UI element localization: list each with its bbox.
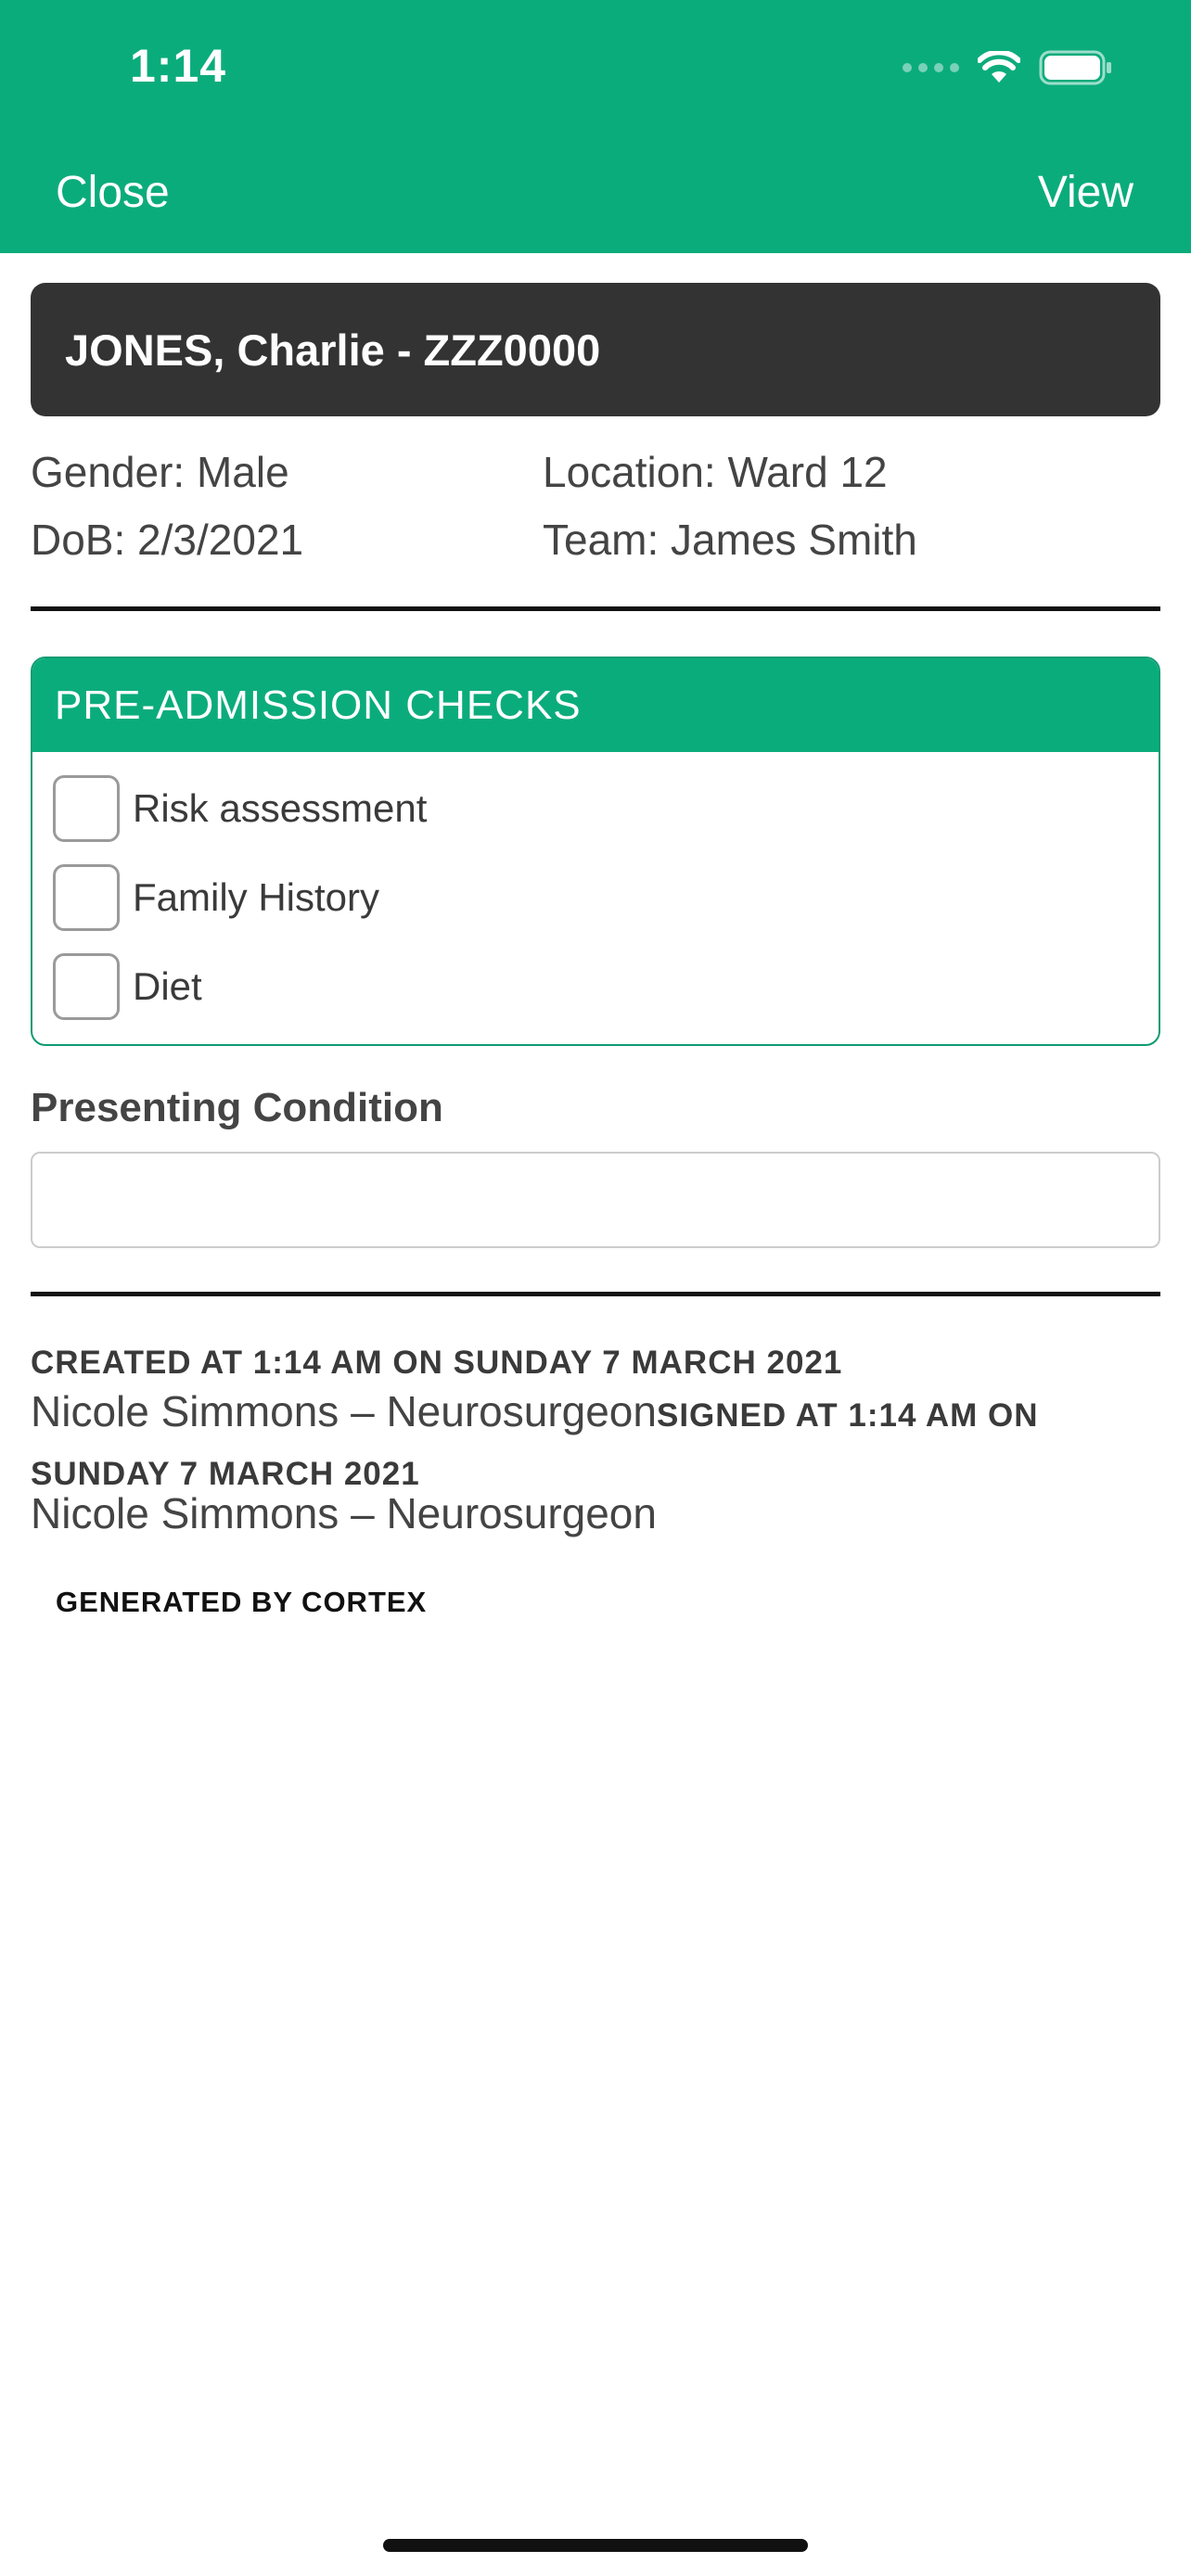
divider [31, 606, 1160, 611]
home-indicator[interactable] [383, 2539, 808, 2552]
presenting-condition-title: Presenting Condition [31, 1085, 443, 1130]
patient-team: Team: James Smith [543, 516, 917, 564]
battery-icon [1039, 49, 1113, 86]
wifi-icon [978, 51, 1020, 84]
navigation-header [0, 0, 1191, 253]
checklist-item-family-history[interactable] [53, 864, 379, 931]
status-icons [903, 48, 1113, 87]
checklist-item-diet[interactable] [53, 953, 202, 1020]
signed-by: Nicole Simmons – Neurosurgeon [31, 1489, 657, 1537]
patient-location: Location: Ward 12 [543, 448, 888, 496]
checkbox[interactable] [53, 864, 120, 931]
status-time: 1:14 [130, 40, 227, 92]
patient-gender: Gender: Male [31, 448, 289, 496]
divider [31, 1292, 1160, 1296]
pre-admission-checks-panel [31, 657, 1160, 1046]
close-button[interactable]: Close [56, 168, 170, 217]
checklist-item-label: Diet [133, 964, 202, 1008]
patient-title: JONES, Charlie - ZZZ0000 [31, 283, 1160, 416]
checkbox[interactable] [53, 775, 120, 842]
created-timestamp: CREATED AT 1:14 AM ON SUNDAY 7 MARCH 2021 [31, 1345, 843, 1381]
checkbox[interactable] [53, 953, 120, 1020]
checklist-item-risk-assessment[interactable] [53, 775, 427, 842]
presenting-condition-input[interactable] [31, 1152, 1160, 1248]
generated-by-label: GENERATED BY CORTEX [56, 1586, 428, 1618]
cellular-signal-icon [903, 63, 959, 72]
checklist-item-label: Family History [133, 875, 380, 919]
checklist-item-label: Risk assessment [133, 786, 428, 830]
view-button[interactable]: View [1037, 168, 1133, 217]
checks-header: PRE-ADMISSION CHECKS [32, 658, 1159, 752]
patient-dob: DoB: 2/3/2021 [31, 516, 304, 564]
signed-timestamp: SIGNED AT 1:14 AM ON SUNDAY 7 MARCH 2021 [31, 1397, 1039, 1492]
created-by: Nicole Simmons – Neurosurgeon [31, 1387, 657, 1435]
